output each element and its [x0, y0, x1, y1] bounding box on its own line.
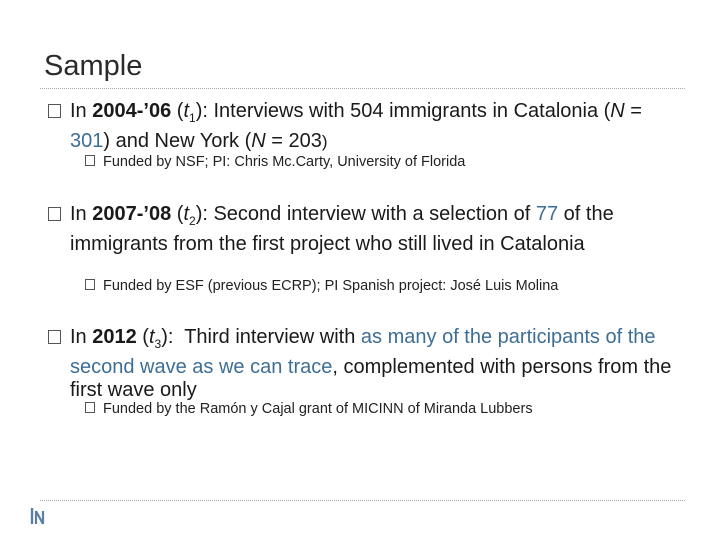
time-sub: 2: [189, 214, 196, 228]
bullet-box-icon: [48, 330, 61, 344]
sub-bullet-2004: [85, 153, 685, 171]
time-sub: 1: [189, 111, 196, 125]
funding-text: Funded by the Ramón y Cajal grant of MICINN of Miranda Lubbers: [103, 401, 533, 417]
time-var: t: [183, 100, 189, 122]
n-symbol: N: [251, 130, 266, 152]
bullet-box-icon: [48, 104, 61, 118]
word-in: In: [70, 100, 87, 122]
years: 2007-’08: [92, 203, 172, 225]
funding-text: Funded by NSF; PI: Chris Mc.Carty, University of Florida: [103, 154, 466, 170]
highlight-301: 301: [70, 130, 104, 152]
funding-text: Funded by ESF (previous ECRP); PI Spanish project: José Luis Molina: [103, 278, 559, 294]
bullet-text: In 2007-’08 $(t_2)$: Second interview with a selection of 77 of the immigrants from the first project who still lived in Catalonia: [70, 203, 614, 255]
bullet-2012: [48, 326, 678, 402]
bullet-text: In 2004-’06 $(t_1)$: Interviews with 504 immigrants in Catalonia (N = 301) and New York (N = 203): [70, 100, 642, 152]
n-symbol: N: [610, 100, 625, 122]
top-divider: [40, 88, 685, 89]
highlight-77: 77: [535, 203, 559, 225]
slide-title: Sample: [44, 50, 143, 82]
years: 2012: [92, 326, 137, 348]
highlight-participants: as many of the participants of the second wave as we can trace: [70, 326, 656, 378]
time-var: t: [183, 203, 189, 225]
years: 2004-’06: [92, 100, 172, 122]
bullet-text: In 2012 $(t_3)$: Third interview with as many of the participants of the second wave as we can trace, complemented with persons from the first wave only: [70, 326, 672, 401]
sub-bullet-2007: [85, 277, 685, 295]
sub-bullet-2012: [85, 400, 685, 418]
bullet-2004: [48, 100, 678, 153]
sub-bullet-box-icon: [85, 279, 95, 290]
slide-nav-icon[interactable]: [30, 506, 46, 526]
sub-bullet-box-icon: [85, 155, 95, 166]
bullet-box-icon: [48, 207, 61, 221]
time-var: t: [148, 326, 155, 348]
bullet-2007: [48, 203, 678, 256]
bottom-divider: [40, 500, 685, 501]
time-sub: 3: [154, 337, 162, 351]
sub-bullet-box-icon: [85, 402, 95, 413]
